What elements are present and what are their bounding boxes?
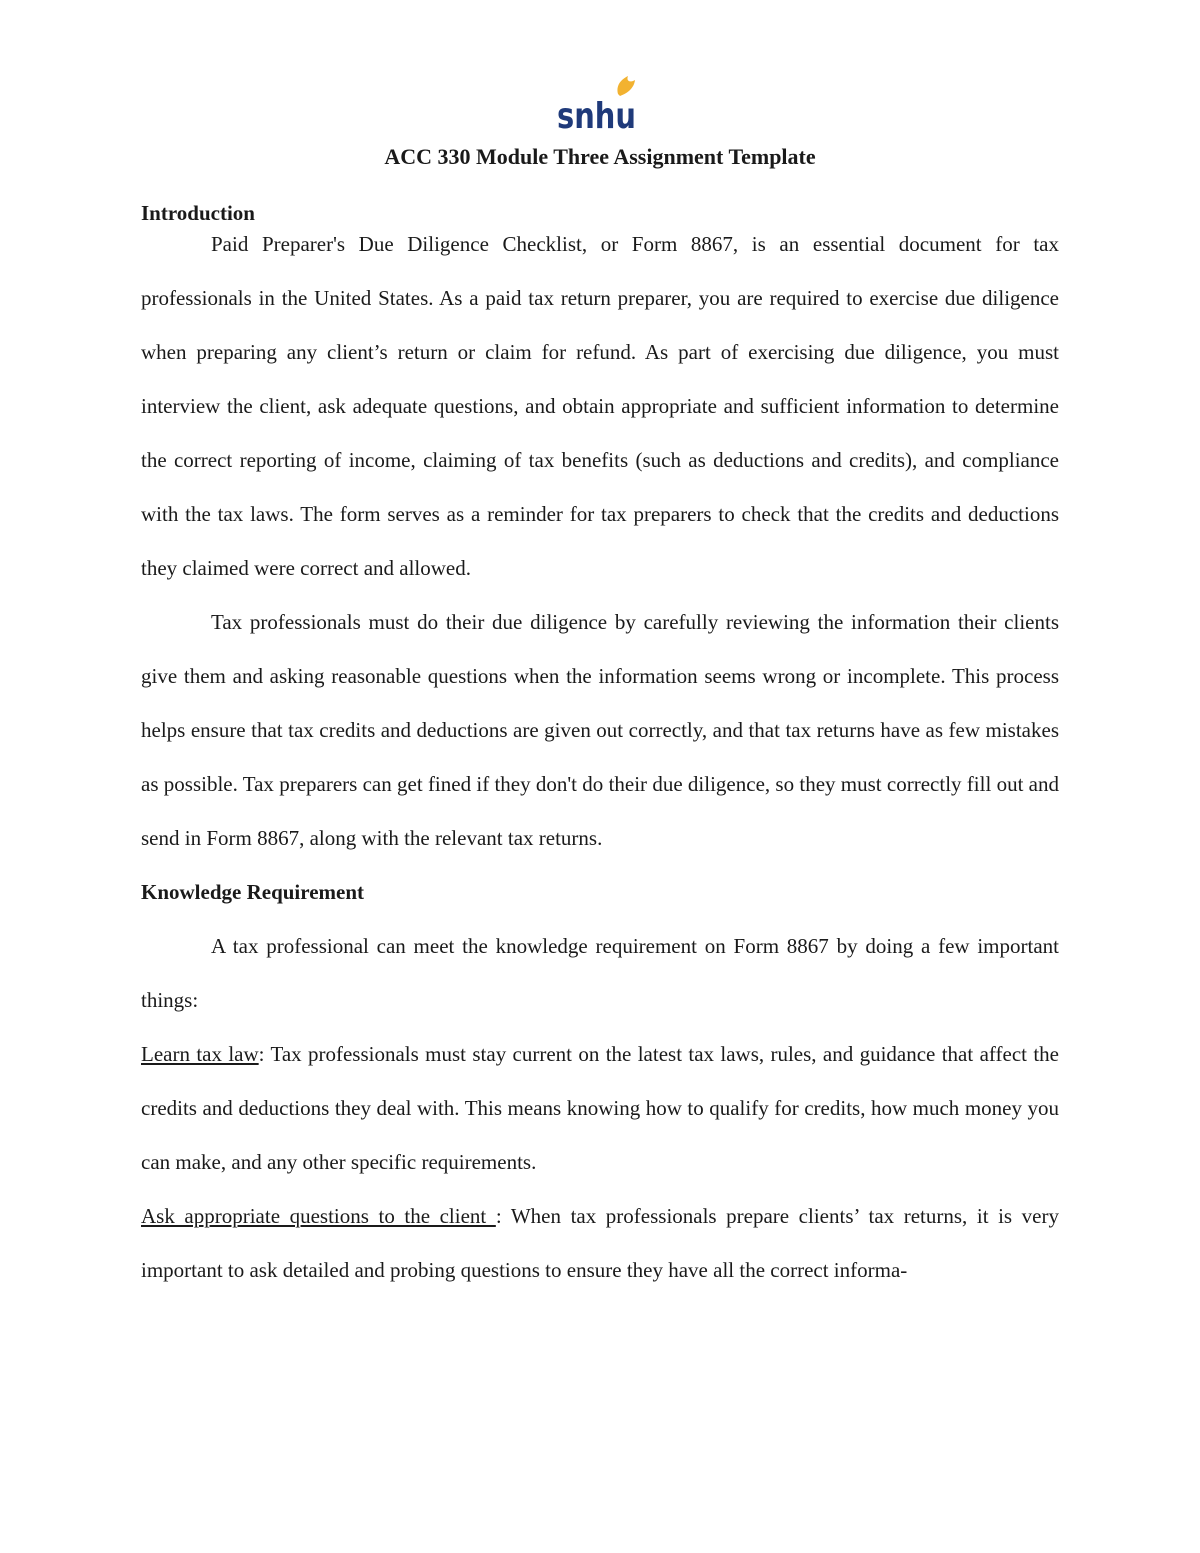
paragraph: Tax professionals must do their due diligence by carefully reviewing the information their clients give them and asking reasonable questions when the information seems wrong or incomplete. This process helps ensure that tax credits and deductions are given out correctly, and that tax returns have as few mistakes as possible. Tax preparers can get fined if they don't do their due diligence, so they must correctly fill out and send in Form 8867, along with the relevant tax returns. <box>141 610 1059 850</box>
snhu-logo <box>556 74 638 137</box>
list-item <box>141 1027 1059 1189</box>
item-label: Learn tax law <box>141 1042 259 1066</box>
document-body <box>141 197 1059 1297</box>
section-heading-knowledge: Knowledge Requirement <box>141 880 365 904</box>
paragraph: A tax professional can meet the knowledge requirement on Form 8867 by doing a few important things: <box>141 934 1059 1012</box>
paragraph: Paid Preparer's Due Diligence Checklist, or Form 8867, is an essential document for tax professionals in the United States. As a paid tax return preparer, you are required to exercise due diligence when preparing any client’s return or claim for refund. As part of exercising due diligence, you must interview the client, ask adequate questions, and obtain appropriate and sufficient information to determine the correct reporting of income, claiming of tax benefits (such as deductions and credits), and compliance with the tax laws. The form serves as a reminder for tax preparers to check that the credits and deductions they claimed were correct and allowed. <box>141 232 1059 580</box>
item-text: Tax professionals must stay current on the latest tax laws, rules, and guidance that affect the credits and deductions they deal with. This means knowing how to qualify for credits, how much money you can make, and any other specific requirements. <box>141 1042 1059 1174</box>
item-text: When tax professionals prepare clients’ tax returns, it is very important to ask detailed and probing questions to ensure they have all the correct informa- <box>141 1204 1059 1282</box>
item-label: Ask appropriate questions to the client <box>141 1204 496 1228</box>
item-separator: : <box>258 1042 271 1066</box>
flame-icon <box>617 76 635 96</box>
logo-wordmark: snhu <box>557 96 636 137</box>
page-title: ACC 330 Module Three Assignment Template <box>384 144 816 169</box>
list-item <box>141 1189 1059 1297</box>
section-heading-introduction: Introduction <box>141 201 255 225</box>
item-separator: : <box>495 1204 511 1228</box>
